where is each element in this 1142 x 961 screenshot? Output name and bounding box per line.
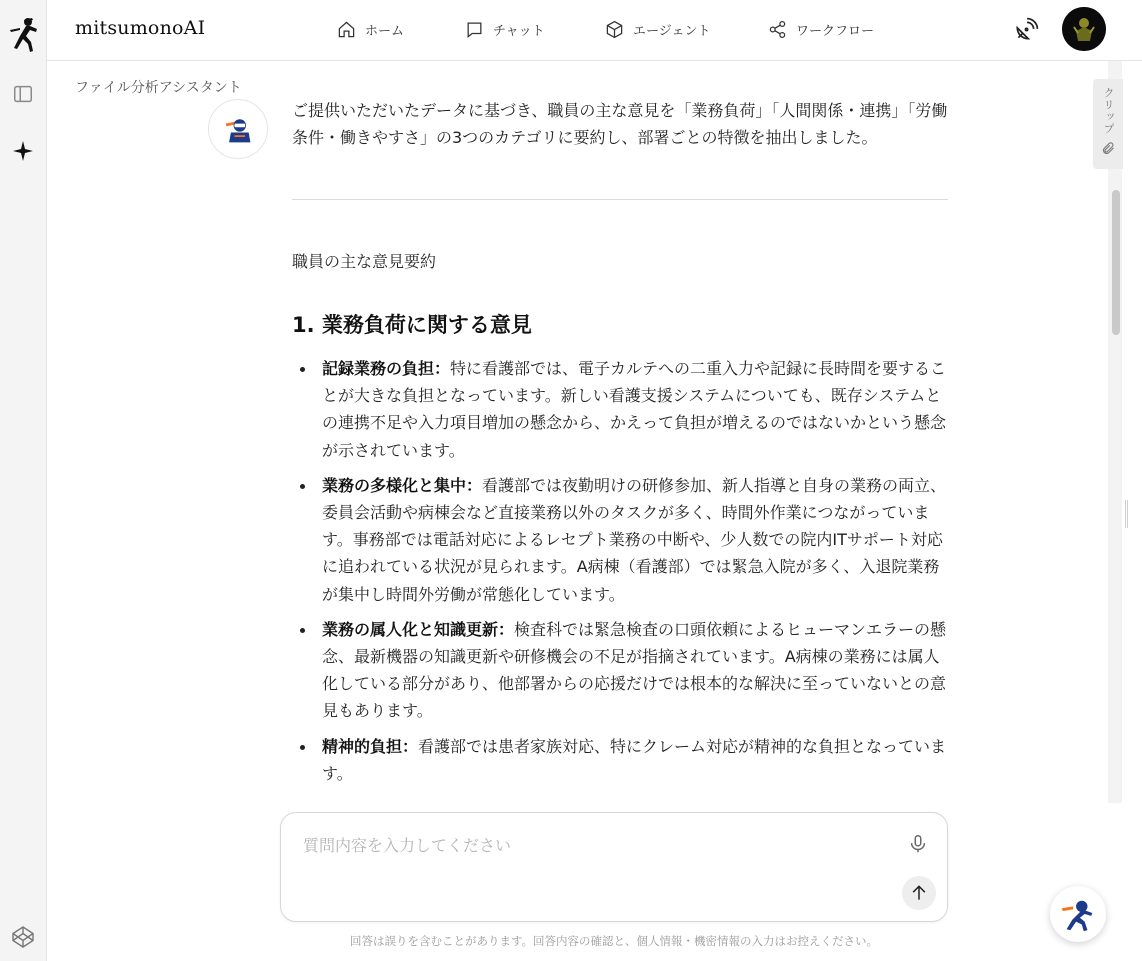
breadcrumb: ファイル分析アシスタント — [75, 80, 242, 96]
nav-workflow[interactable] — [768, 18, 874, 40]
left-rail — [0, 0, 47, 961]
ninja-fab-icon — [1059, 895, 1097, 933]
scrollbar-track[interactable] — [1108, 61, 1122, 803]
divider — [292, 199, 948, 200]
section-heading: 1. 業務負荷に関する意見 — [292, 313, 532, 337]
user-avatar[interactable] — [1062, 7, 1106, 51]
assistant-avatar — [208, 99, 268, 159]
list-item-title: 業務の多様化と集中： — [322, 475, 483, 495]
sparkle-icon[interactable] — [10, 138, 36, 164]
satellite-dish-icon[interactable] — [1013, 17, 1039, 43]
message-intro: ご提供いただいたデータに基づき、職員の主な意見を「業務負荷」「人間関係・連携」「労働条件・働きやすさ」の3つのカテゴリに要約し、部署ごとの特徴を抽出しました。 — [292, 101, 948, 147]
home-icon — [337, 20, 356, 39]
share-icon — [768, 20, 787, 39]
disclaimer: 回答は誤りを含むことがあります。回答内容の確認と、個人情報・機密情報の入力はお控えください。 — [349, 934, 879, 948]
ninja-assistant-icon — [222, 113, 254, 145]
top-header — [47, 0, 1142, 61]
cube-icon — [605, 20, 624, 39]
list-item-text: 看護部では患者家族対応、特にクレーム対応が精神的な負担となっています。 — [322, 736, 947, 783]
list-item-text: 特に看護部では、電子カルテへの二重入力や記録に長時間を要することが大きな負担となっています。新しい看護支援システムについても、既存システムとの連携不足や入力項目増加の懸念から、かえって負担が増えるのではないかという懸念が示されています。 — [322, 359, 947, 460]
brand-name[interactable]: mitsumonoAI — [75, 17, 206, 39]
list-item — [292, 355, 948, 464]
nav-agent-label: エージェント — [633, 23, 711, 39]
nav-chat[interactable] — [465, 18, 545, 40]
nav-workflow-label: ワークフロー — [796, 23, 875, 39]
clip-tab[interactable] — [1093, 79, 1123, 169]
chat-composer — [280, 812, 948, 922]
list-item — [292, 733, 948, 787]
ninja-logo-icon[interactable] — [6, 14, 40, 54]
question-input[interactable] — [303, 833, 863, 857]
nav-agent[interactable] — [605, 18, 710, 40]
paperclip-icon — [1101, 141, 1116, 156]
microphone-icon[interactable] — [907, 833, 929, 855]
list-item-title: 記録業務の負担： — [322, 359, 451, 378]
arrow-up-icon — [909, 883, 929, 903]
summary-subtitle: 職員の主な意見要約 — [292, 252, 437, 271]
nav-chat-label: チャット — [493, 23, 545, 39]
list-item-text: 検査科では緊急検査の口頭依頼によるヒューマンエラーの懸念、最新機器の知識更新や研修機会の不足が指摘されています。A病棟の業務には属人化している部分があり、他部署からの応援だけでは根本的な解決に至っていないとの意見もあります。 — [322, 619, 947, 721]
send-button[interactable] — [902, 876, 936, 910]
sidebar-toggle-icon[interactable] — [10, 81, 36, 107]
list-item-title: 精神的負担： — [322, 736, 419, 756]
scrollbar-thumb[interactable] — [1112, 190, 1120, 335]
list-item-text: 看護部では夜勤明けの研修参加、新人指導と自身の業務の両立、委員会活動や病棟会など直接業務以外のタスクが多く、時間外作業につながっています。事務部では電話対応によるレセプト業務の中断や、少人数での院内ITサポート対応に追われている状況が見られます。A病棟（看護部）では緊急入院が多く、入退院業務が集中し時間外労働が常態化しています。 — [322, 475, 947, 604]
list-item-title: 業務の属人化と知識更新： — [322, 619, 515, 639]
nav-home-label: ホーム — [365, 23, 405, 39]
assistant-fab[interactable] — [1050, 886, 1106, 942]
codepen-icon[interactable] — [10, 924, 36, 950]
resize-handle[interactable] — [1125, 500, 1128, 528]
list-item — [292, 616, 948, 725]
clip-tab-label: クリップ — [1102, 87, 1115, 135]
list-item — [292, 472, 948, 608]
opinion-list — [292, 355, 948, 795]
chat-icon — [465, 20, 484, 39]
nav-home[interactable] — [337, 18, 404, 40]
